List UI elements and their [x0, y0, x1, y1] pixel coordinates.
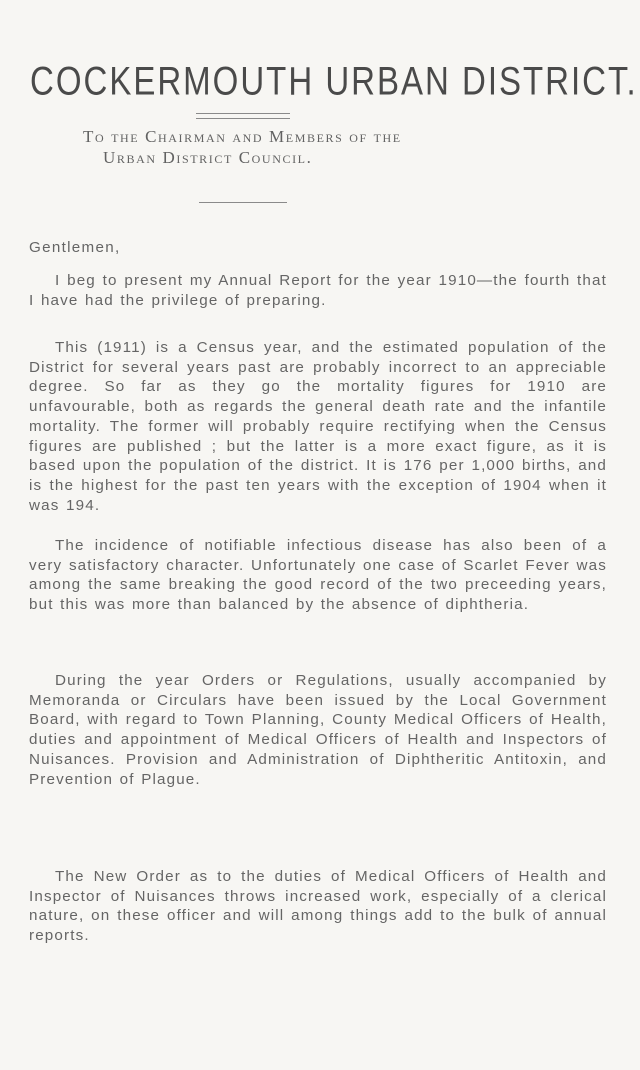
district-title: COCKERMOUTH URBAN DISTRICT. [30, 58, 638, 104]
paragraph-new-order: The New Order as to the duties of Medical Officers of Health and Inspector of Nuisances throws increased work, especially of a clerical nature, on these officer and will among things add to the bulk of annual reports. [29, 868, 607, 945]
address-line-2: Urban District Council. [103, 148, 313, 167]
paragraph-intro: I beg to present my Annual Report for the year 1910—the fourth that I have had the privilege of preparing. [29, 272, 607, 309]
address-line-1: To the Chairman and Members of the [83, 127, 402, 146]
paragraph-infectious-disease: The incidence of notifiable infectious disease has also been of a very satisfactory character. Unfortunately one case of Scarlet Fever was among the same breaking the good record of the two preceeding years, but this was more than balanced by the absence of diphtheria. [29, 537, 607, 614]
paragraph-orders: During the year Orders or Regulations, usually accompanied by Memoranda or Circulars have been issued by the Local Government Board, with regard to Town Planning, County Medical Officers of Health, duties and appointment of Medical Officers of Health and Inspectors of Nuisances. Provision and Administration of Diphtheritic Antitoxin, and Prevention of Plague. [29, 672, 607, 788]
title-divider [196, 113, 290, 119]
address-divider [199, 202, 287, 203]
paragraph-census: This (1911) is a Census year, and the estimated population of the District for several years past are probably incorrect to an appreciable degree. So far as they go the mortality figures for 1910 are unfavourable, both as regards the general death rate and the infantile mortality. The former will probably require rectifying when the Census figures are published ; but the latter is a more exact figure, as it is based upon the population of the district. It is 176 per 1,000 births, and is the highest for the past ten years with the exception of 1904 when it was 194. [29, 339, 607, 514]
greeting: Gentlemen, [29, 239, 121, 256]
